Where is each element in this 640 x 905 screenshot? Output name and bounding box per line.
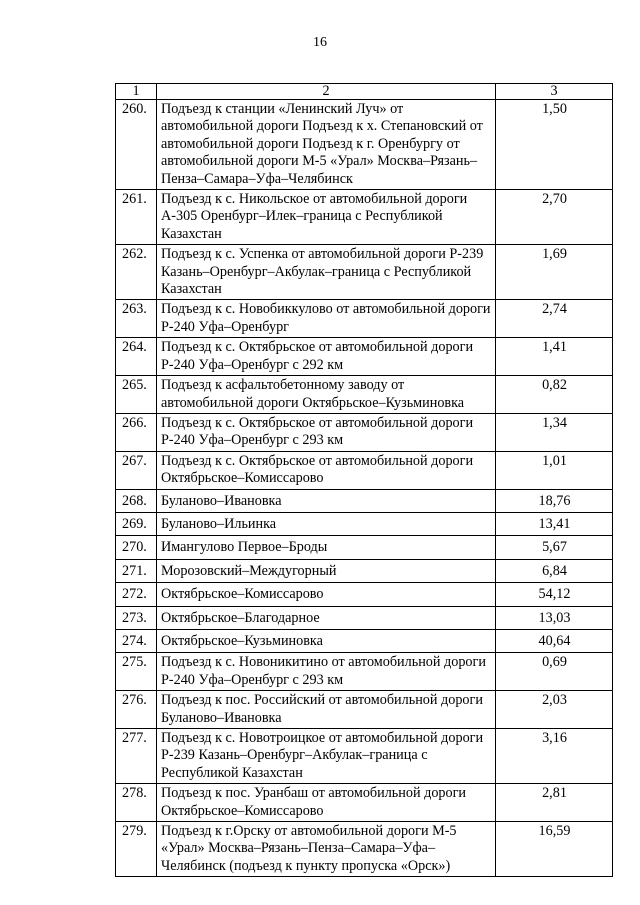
row-number: 267. <box>116 451 157 489</box>
table-row <box>116 413 613 451</box>
row-number: 268. <box>116 489 157 512</box>
table-row <box>116 729 613 784</box>
table-row <box>116 784 613 822</box>
roads-table <box>115 83 613 877</box>
road-name: Подъезд к станции «Ленинский Луч» от автомобильной дороги Подъезд к х. Степановский от автомобильной дороги Подъезд к г. Оренбургу от автомобильной дороги М-5 «Урал» Москва–Рязань–Пенза–Самара–Уфа–Челябинск <box>157 100 496 190</box>
table-body <box>116 100 613 877</box>
table-row <box>116 190 613 245</box>
road-length: 1,50 <box>496 100 613 190</box>
road-name: Подъезд к пос. Уранбаш от автомобильной дороги Октябрьское–Комиссарово <box>157 784 496 822</box>
road-length: 1,41 <box>496 338 613 376</box>
row-number: 271. <box>116 559 157 582</box>
row-number: 264. <box>116 338 157 376</box>
row-number: 269. <box>116 512 157 535</box>
road-name: Подъезд к с. Новоникитино от автомобильной дороги Р-240 Уфа–Оренбург с 293 км <box>157 653 496 691</box>
road-name: Подъезд к с. Октябрьское от автомобильной дороги Октябрьское–Комиссарово <box>157 451 496 489</box>
road-name: Подъезд к с. Никольское от автомобильной дороги А-305 Оренбург–Илек–граница с Республикой Казахстан <box>157 190 496 245</box>
road-name: Подъезд к г.Орску от автомобильной дороги М-5 «Урал» Москва–Рязань–Пенза–Самара–Уфа–Челябинск (подъезд к пункту пропуска «Орск») <box>157 822 496 877</box>
row-number: 261. <box>116 190 157 245</box>
row-number: 263. <box>116 300 157 338</box>
road-length: 3,16 <box>496 729 613 784</box>
table-row <box>116 653 613 691</box>
table-row <box>116 338 613 376</box>
road-name: Октябрьское–Комиссарово <box>157 583 496 606</box>
road-length: 6,84 <box>496 559 613 582</box>
road-name: Октябрьское–Благодарное <box>157 606 496 629</box>
table-row <box>116 451 613 489</box>
road-length: 16,59 <box>496 822 613 877</box>
road-length: 0,82 <box>496 376 613 414</box>
row-number: 265. <box>116 376 157 414</box>
table-row <box>116 691 613 729</box>
road-length: 1,01 <box>496 451 613 489</box>
road-length: 0,69 <box>496 653 613 691</box>
table-row <box>116 559 613 582</box>
row-number: 279. <box>116 822 157 877</box>
row-number: 276. <box>116 691 157 729</box>
header-col-1: 1 <box>116 84 157 100</box>
table-row <box>116 629 613 652</box>
table-row <box>116 376 613 414</box>
row-number: 266. <box>116 413 157 451</box>
table-row <box>116 100 613 190</box>
row-number: 272. <box>116 583 157 606</box>
road-name: Буланово–Ильинка <box>157 512 496 535</box>
row-number: 273. <box>116 606 157 629</box>
road-name: Подъезд к с. Новобиккулово от автомобильной дороги Р-240 Уфа–Оренбург <box>157 300 496 338</box>
road-length: 1,34 <box>496 413 613 451</box>
road-name: Подъезд к пос. Российский от автомобильной дороги Буланово–Ивановка <box>157 691 496 729</box>
table-row <box>116 300 613 338</box>
road-name: Подъезд к с. Октябрьское от автомобильной дороги Р-240 Уфа–Оренбург с 293 км <box>157 413 496 451</box>
row-number: 275. <box>116 653 157 691</box>
row-number: 270. <box>116 536 157 559</box>
header-col-3: 3 <box>496 84 613 100</box>
table-row <box>116 245 613 300</box>
road-length: 2,81 <box>496 784 613 822</box>
row-number: 262. <box>116 245 157 300</box>
table-row <box>116 583 613 606</box>
road-length: 1,69 <box>496 245 613 300</box>
road-length: 40,64 <box>496 629 613 652</box>
road-name: Подъезд к с. Успенка от автомобильной дороги Р-239 Казань–Оренбург–Акбулак–граница с Республикой Казахстан <box>157 245 496 300</box>
road-name: Подъезд к асфальтобетонному заводу от автомобильной дороги Октябрьское–Кузьминовка <box>157 376 496 414</box>
road-name: Буланово–Ивановка <box>157 489 496 512</box>
road-name: Морозовский–Междугорный <box>157 559 496 582</box>
road-length: 54,12 <box>496 583 613 606</box>
header-col-2: 2 <box>157 84 496 100</box>
row-number: 260. <box>116 100 157 190</box>
road-name: Подъезд к с. Октябрьское от автомобильной дороги Р-240 Уфа–Оренбург с 292 км <box>157 338 496 376</box>
road-length: 2,70 <box>496 190 613 245</box>
row-number: 278. <box>116 784 157 822</box>
table-row <box>116 822 613 877</box>
row-number: 274. <box>116 629 157 652</box>
table-row <box>116 512 613 535</box>
table-header-row <box>116 84 613 100</box>
road-length: 2,03 <box>496 691 613 729</box>
road-name: Имангулово Первое–Броды <box>157 536 496 559</box>
table-row <box>116 606 613 629</box>
road-length: 13,41 <box>496 512 613 535</box>
road-name: Подъезд к с. Новотроицкое от автомобильной дороги Р-239 Казань–Оренбург–Акбулак–граница с Республикой Казахстан <box>157 729 496 784</box>
table-row <box>116 536 613 559</box>
road-name: Октябрьское–Кузьминовка <box>157 629 496 652</box>
road-length: 5,67 <box>496 536 613 559</box>
road-length: 13,03 <box>496 606 613 629</box>
road-length: 2,74 <box>496 300 613 338</box>
row-number: 277. <box>116 729 157 784</box>
page-number: 16 <box>313 35 327 50</box>
road-length: 18,76 <box>496 489 613 512</box>
table-row <box>116 489 613 512</box>
